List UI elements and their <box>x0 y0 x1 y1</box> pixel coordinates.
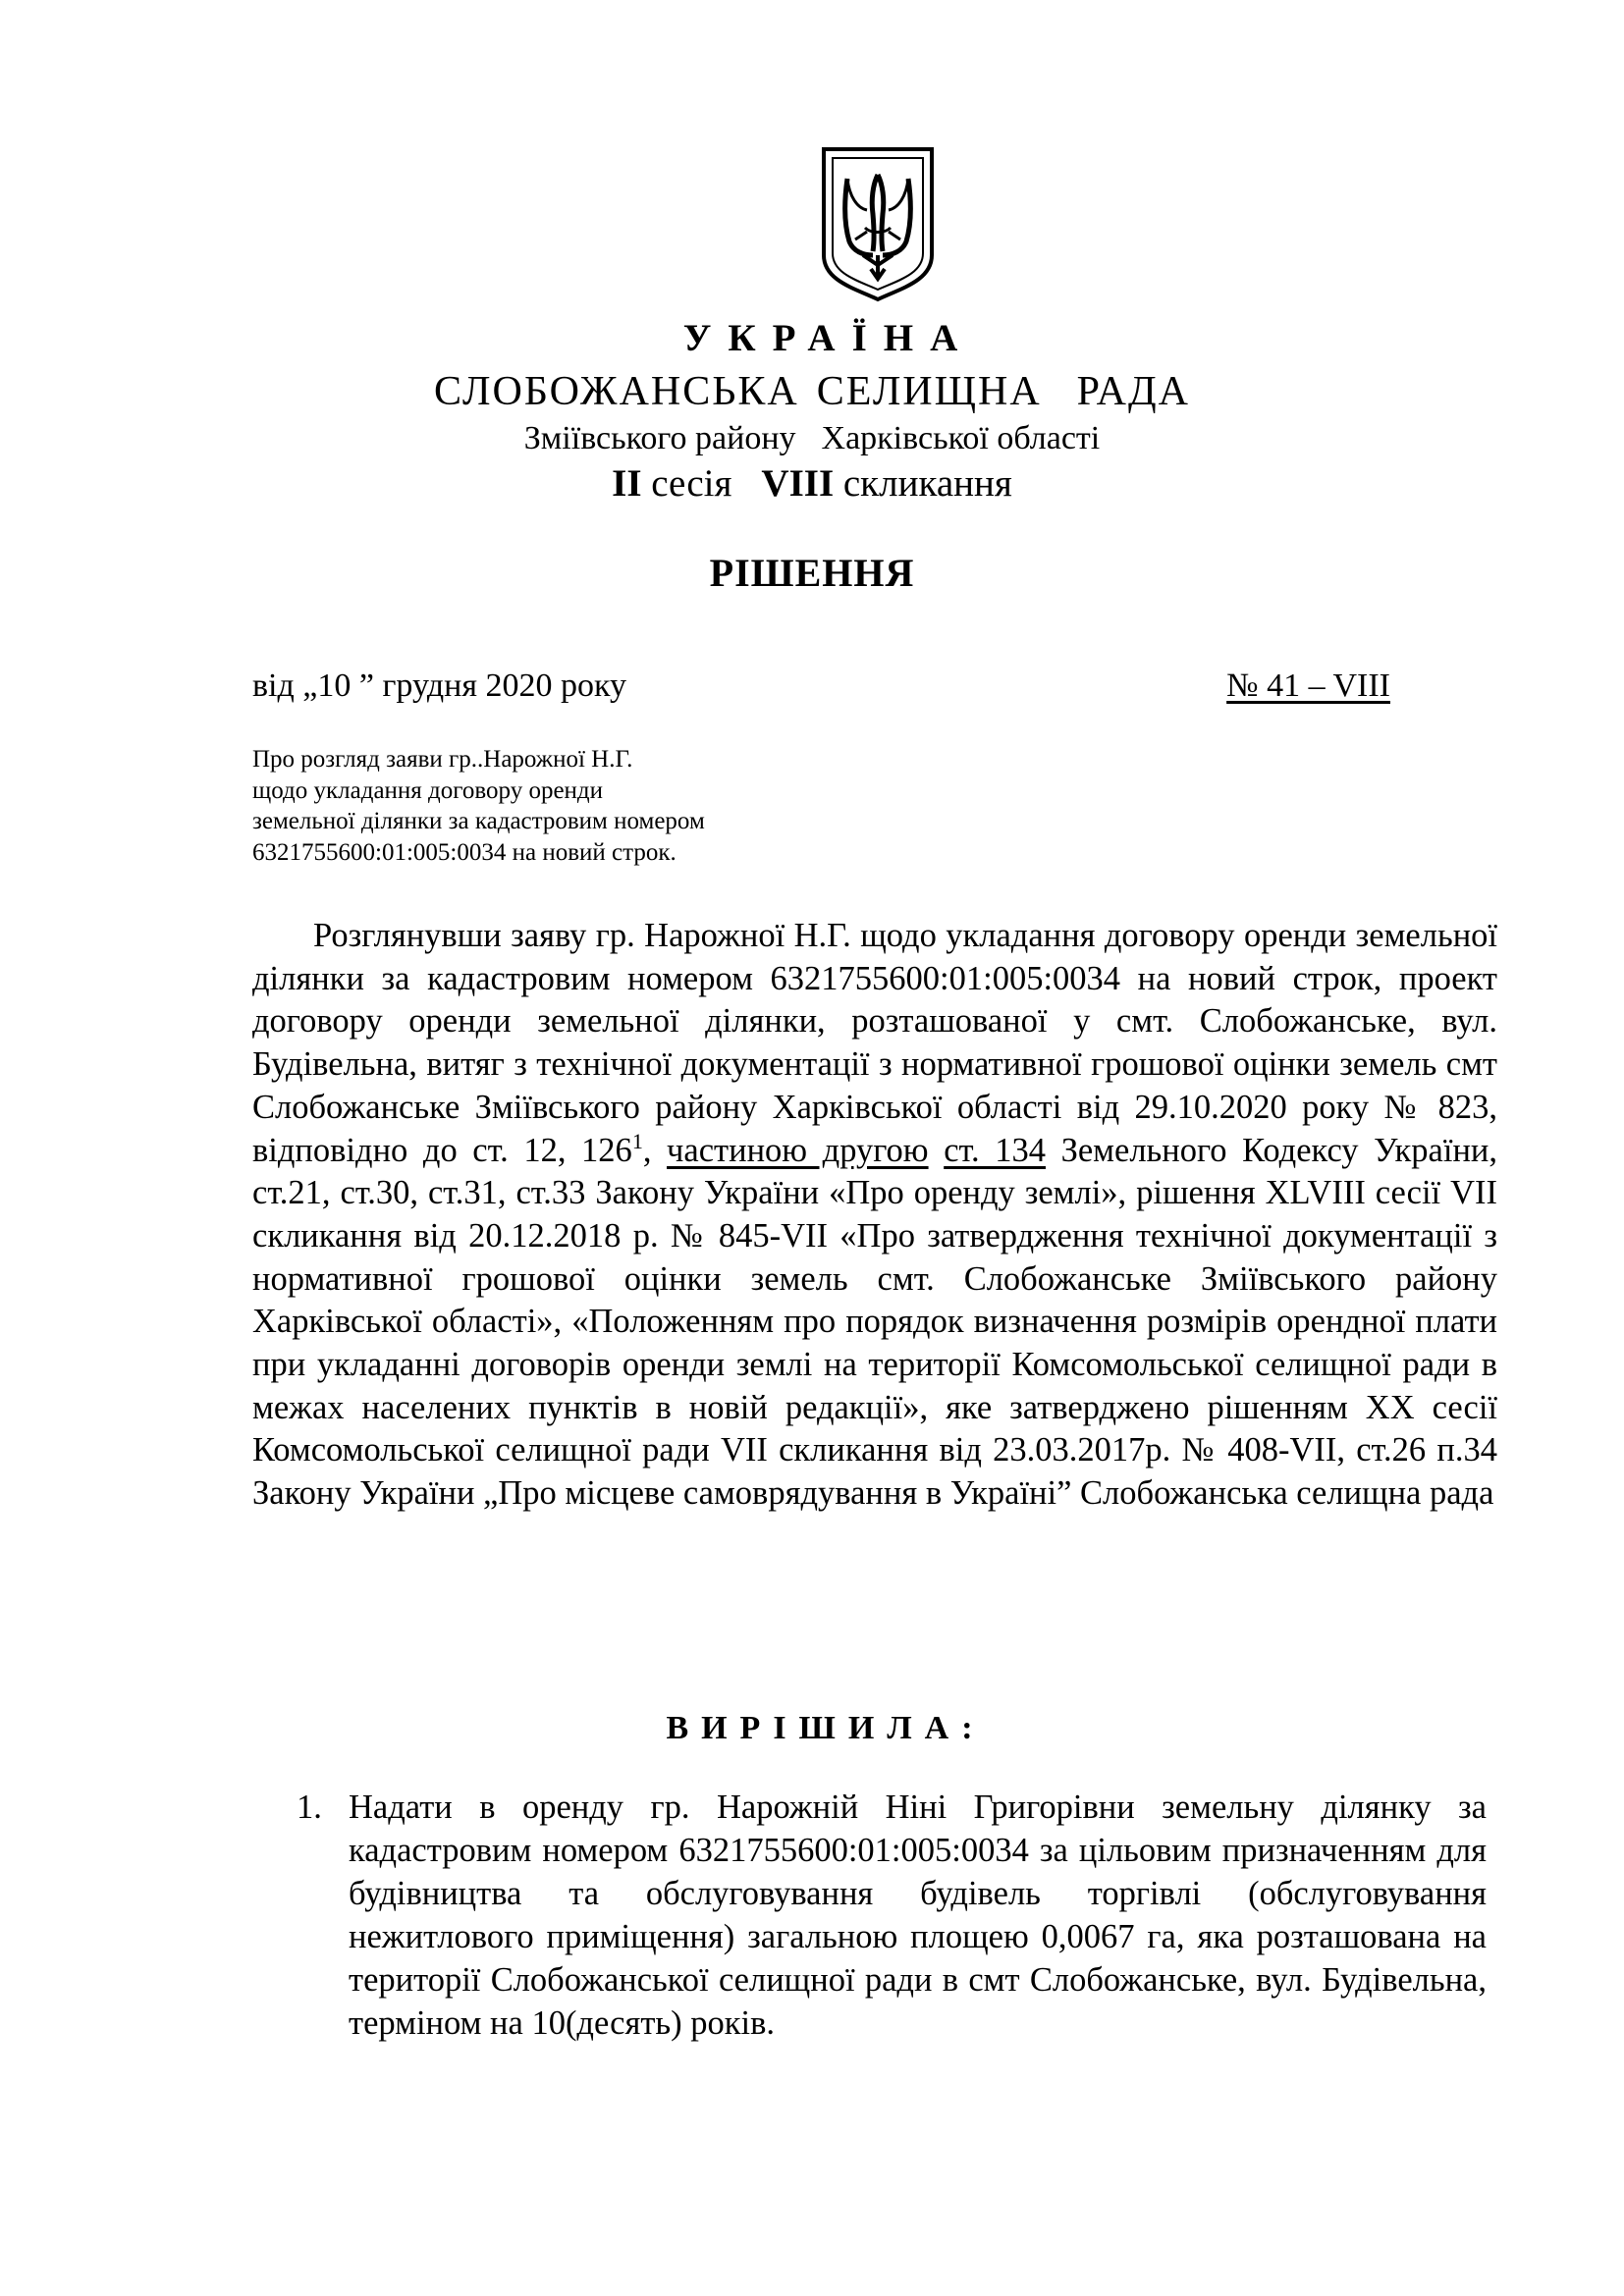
law-reference-link[interactable]: частиною другою <box>667 1131 929 1169</box>
coat-of-arms-icon <box>820 145 936 302</box>
decision-item-number: 1. <box>297 1789 322 1826</box>
preamble-text: Розглянувши заяву гр. Нарожної Н.Г. щодо укладання договору оренди земельної ділянки за кадастровим номером 6321755600:01:005:0034 на новий строк, проект договору оренди земельної ділянки, розташованої у смт. Слобожанське, вул. Будівельна, витяг з технічної документації з нормативної грошової оцінки земель смт Слобожанське Зміївського району Харківської області від 29.10.2020 року № 823, відповідно до ст. 12, 126 <box>252 917 1497 1169</box>
country-title: УКРАЇНА <box>682 317 975 359</box>
document-type: РІШЕННЯ <box>709 551 915 595</box>
district-name: Зміївського району <box>523 420 796 456</box>
convocation-number: VIII <box>761 462 835 505</box>
law-reference-link[interactable]: ст. 134 <box>944 1131 1046 1169</box>
district-line <box>0 420 1624 457</box>
subject-line: щодо укладання договору оренди <box>252 776 604 804</box>
preamble-text: , <box>642 1131 668 1169</box>
convocation-word: скликання <box>842 462 1012 505</box>
council-title-word: СЛОБОЖАНСЬКА <box>434 369 799 414</box>
subject-line: Про розгляд заяви гр..Нарожної Н.Г. <box>252 746 633 773</box>
decision-item-text: Надати в оренду гр. Нарожній Ніні Григорівни земельну ділянку за кадастровим номером 6321755600:01:005:0034 за цільовим призначенням для будівництва та обслуговування будівель торгівлі (обслуговування нежитлового приміщення) загальною площею 0,0067 га, яка розташована на території Слобожанської селищної ради в смт Слобожанське, вул. Будівельна, терміном на 10(десять) років. <box>349 1789 1487 2042</box>
preamble-paragraph <box>252 915 1497 1516</box>
article-superscript: 1 <box>631 1128 643 1153</box>
document-number: № 41 – VIII <box>1226 667 1390 704</box>
subject-line: земельної ділянки за кадастровим номером <box>252 808 705 834</box>
document-subject <box>252 744 841 868</box>
session-line <box>0 461 1624 506</box>
decision-heading: ВИРІШИЛА: <box>666 1710 986 1746</box>
session-word: сесія <box>651 462 732 505</box>
preamble-text: Земельного Кодексу України, ст.21, ст.30, ст.31, ст.33 Закону України «Про оренду землі», рішення XLVIII сесії VII скликання від 20.12.2018 р. № 845-VII «Про затвердження технічної документації з нормативної грошової оцінки земель смт. Слобожанське Зміївського району Харківської області», «Положенням про порядок визначення розмірів орендної плати при укладанні договорів оренди землі на території Комсомольської селищної ради в межах населених пунктів в новій редакції», яке затверджено рішенням XX сесії Комсомольської селищної ради VII скликання від 23.03.2017р. № 408-VII, ст.26 п.34 Закону України „Про місцеве самоврядування в Україні” Слобожанська селищна рада <box>252 1131 1498 1513</box>
session-number: II <box>612 462 642 505</box>
council-title-word: СЕЛИЩНА <box>816 369 1042 414</box>
preamble-text <box>929 1132 945 1169</box>
council-title-word: РАДА <box>1076 369 1190 414</box>
document-date: від „10 ” грудня 2020 року <box>252 667 627 704</box>
subject-line: 6321755600:01:005:0034 на новий строк. <box>252 838 677 866</box>
council-title <box>0 368 1624 415</box>
region-name: Харківської області <box>821 420 1101 456</box>
